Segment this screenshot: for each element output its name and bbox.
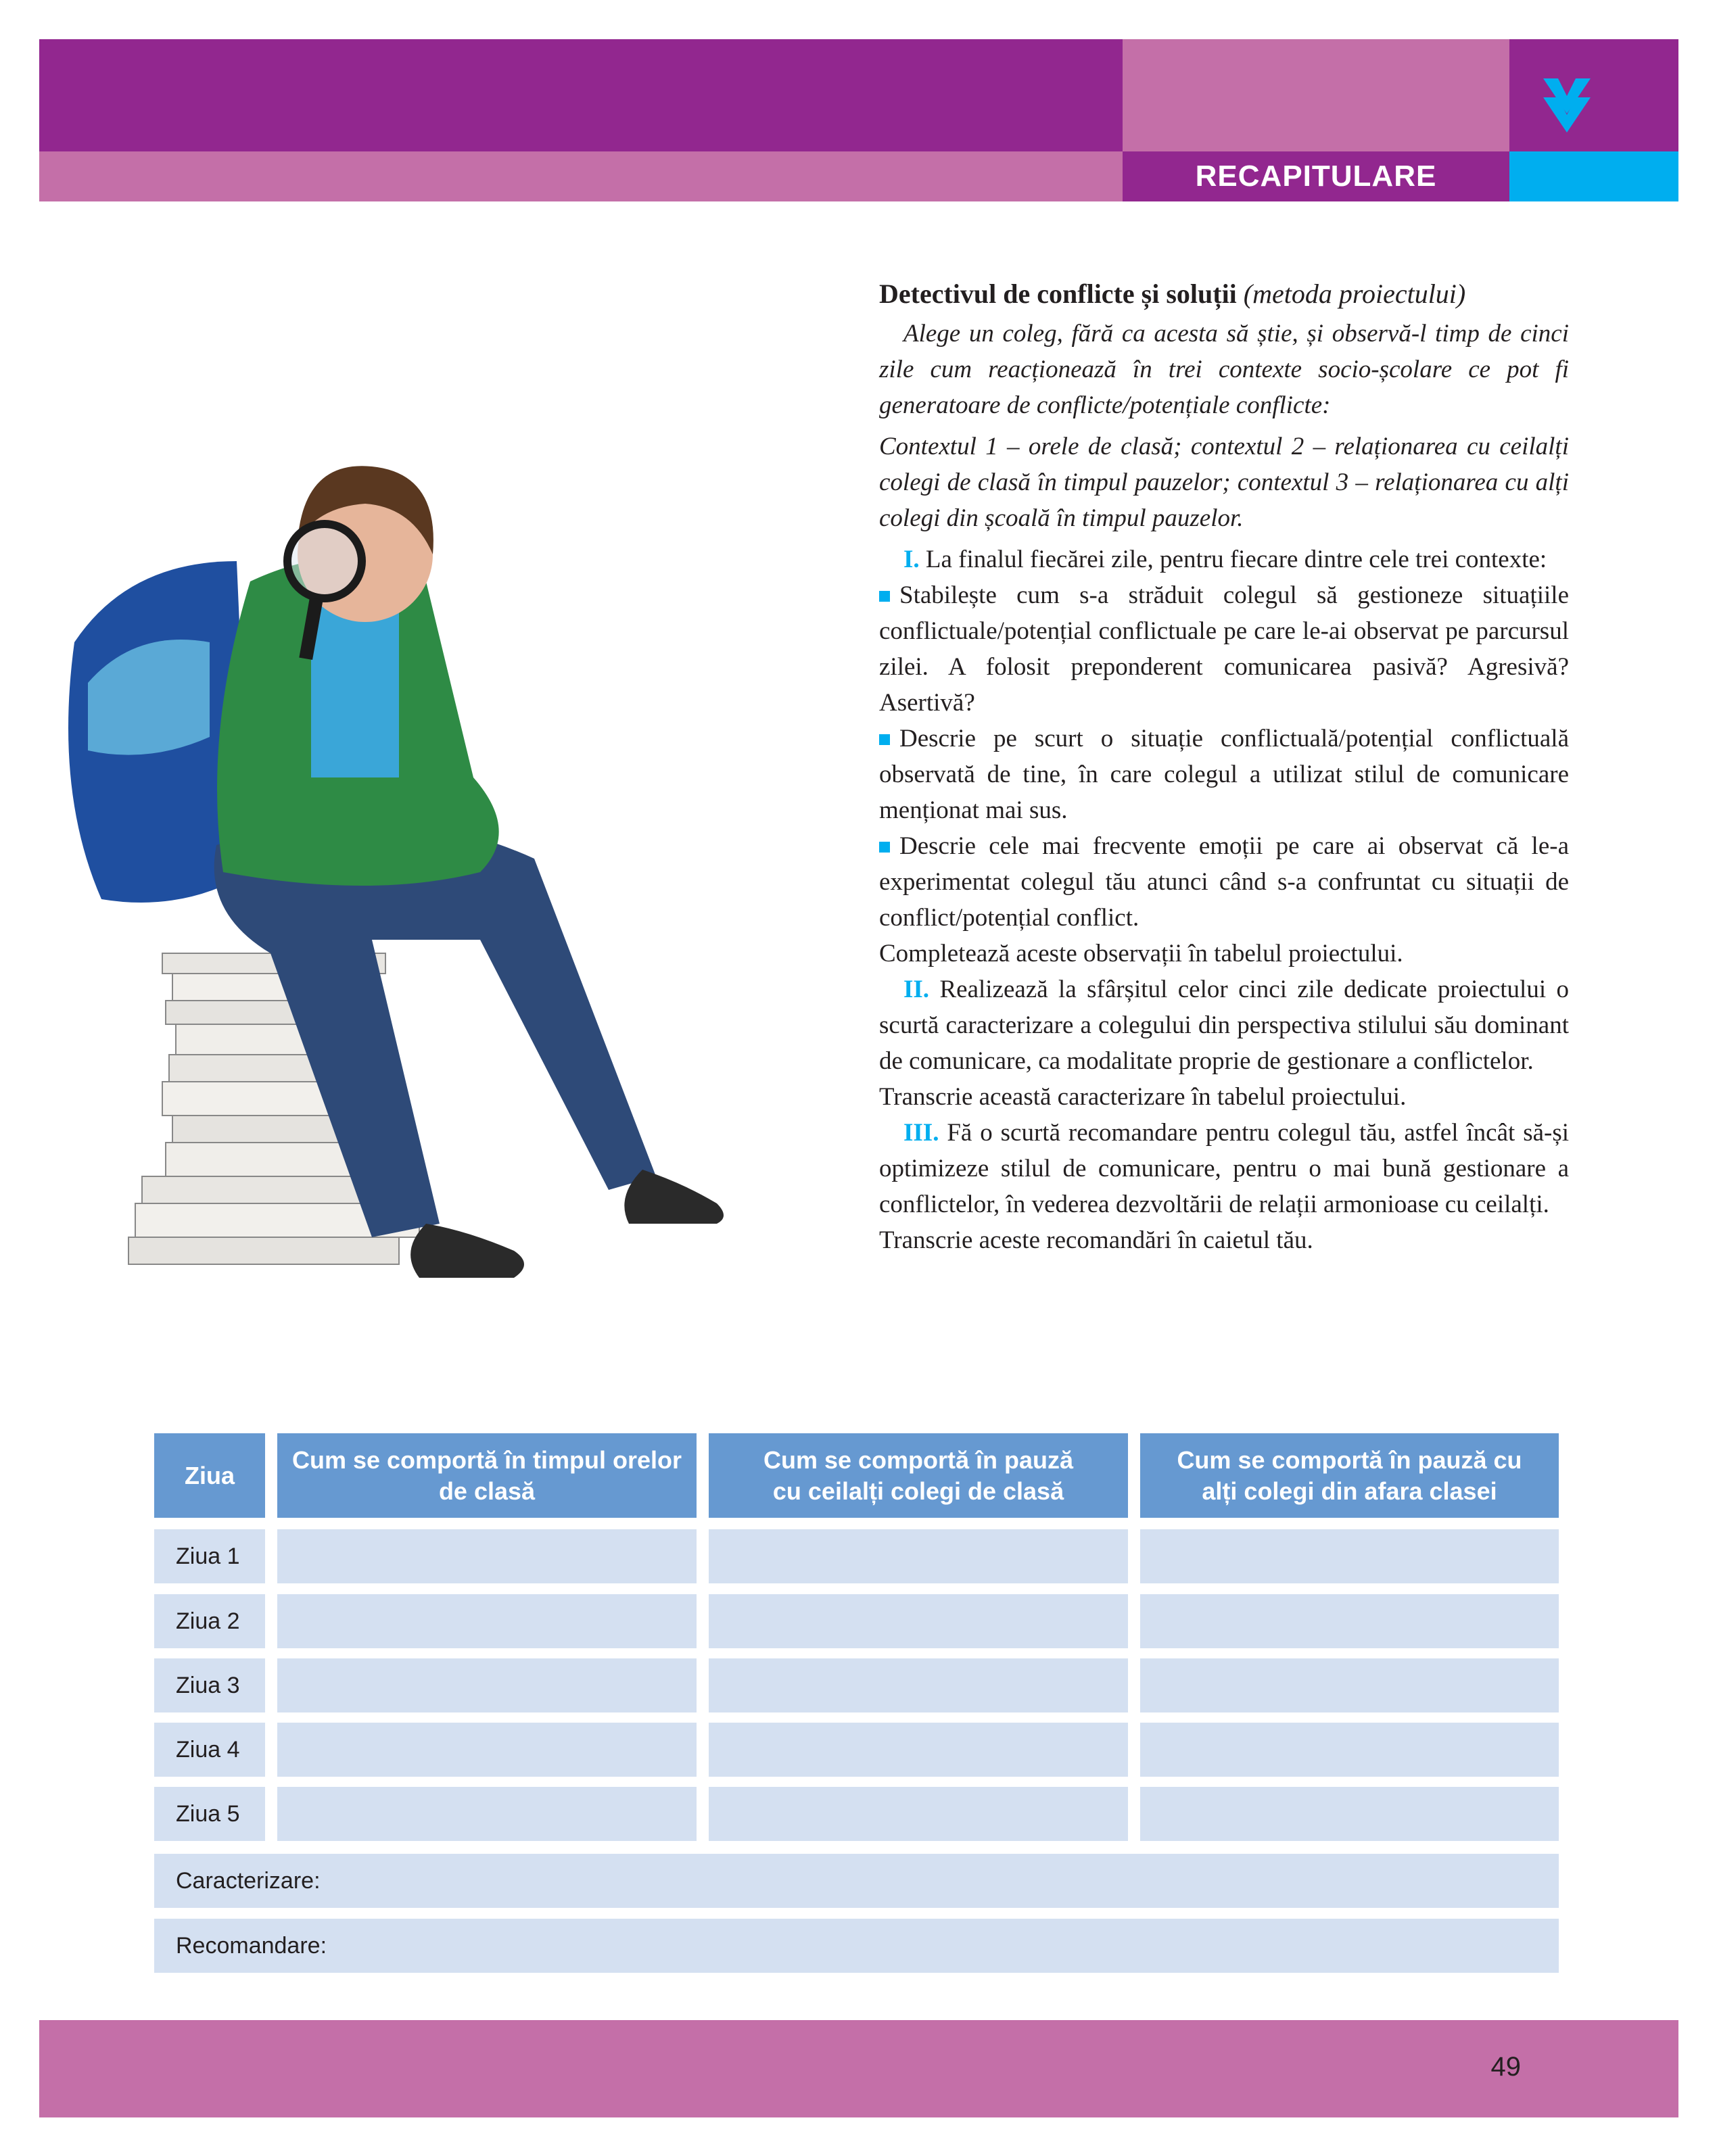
contexts-paragraph: Contextul 1 – orele de clasă; contextul 2 – relaționarea cu ceilalți colegi de clasă în timpul pauzelor; contextul 3 – relaționarea cu alți colegi din școală în timpul pauzelor. — [879, 433, 1569, 532]
header-day: Ziua — [154, 1433, 265, 1518]
table-input-cell[interactable] — [1140, 1723, 1559, 1777]
shoe-left — [410, 1224, 524, 1278]
task-3 — [879, 1115, 1569, 1222]
day-label: Ziua 1 — [154, 1529, 265, 1583]
task-3-number: III. — [903, 1119, 939, 1147]
square-bullet-icon — [879, 591, 890, 602]
header-class-hours: Cum se comportă în timpul orelor de clasă — [277, 1433, 697, 1518]
header-block-icon — [1509, 39, 1678, 151]
shoe-right — [624, 1170, 724, 1224]
table-input-cell[interactable] — [277, 1658, 697, 1712]
table-input-cell[interactable] — [1140, 1658, 1559, 1712]
title-bold: Detectivul de conflicte și soluții — [879, 279, 1237, 309]
task-1-number: I. — [903, 546, 920, 573]
footer-band — [39, 2020, 1678, 2117]
page-number: 49 — [1490, 2052, 1521, 2082]
bullet-item — [879, 577, 1569, 721]
table-input-cell[interactable] — [1140, 1787, 1559, 1841]
header-block-pink — [1123, 39, 1509, 151]
title-method: (metoda proiectului) — [1243, 279, 1466, 309]
task-1 — [879, 542, 1569, 577]
header-break-others: Cum se comportă în pauză cu alți colegi din afara clasei — [1140, 1433, 1559, 1518]
header-band-bottom — [39, 151, 1123, 201]
table-input-cell[interactable] — [277, 1594, 697, 1648]
day-label: Ziua 2 — [154, 1594, 265, 1648]
bullet-text: Descrie pe scurt o situație conflictuală/potențial conflictuală observată de tine, în care colegul a utilizat stilul de comunicare menționat mai sus. — [879, 725, 1569, 824]
task-2-number: II. — [903, 976, 930, 1003]
table-input-cell[interactable] — [277, 1787, 697, 1841]
task-1-text: La finalul fiecărei zile, pentru fiecare dintre cele trei contexte: — [925, 546, 1547, 573]
header-break-classmates: Cum se comportă în pauză cu ceilalți colegi de clasă — [709, 1433, 1128, 1518]
recommendation-field[interactable]: Recomandare: — [154, 1919, 1559, 1973]
table-input-cell[interactable] — [1140, 1594, 1559, 1648]
student-photo — [47, 358, 845, 1352]
table-input-cell[interactable] — [1140, 1529, 1559, 1583]
bullet-item — [879, 828, 1569, 936]
exercise-title — [879, 276, 1569, 312]
table-input-cell[interactable] — [709, 1594, 1128, 1648]
table-input-cell[interactable] — [709, 1723, 1128, 1777]
bullet-item — [879, 721, 1569, 828]
task-3-text: Fă o scurtă recomandare pentru colegul tău, astfel încât să-și optimizeze stilul de comunicare, pentru o mai bună gestionare a conflictelor, în vederea dezvoltării de relații armonioase cu ceilalți. — [879, 1119, 1570, 1218]
bullet-text: Stabilește cum s-a străduit colegul să gestioneze situațiile conflictuale/potențial conflictuale pe care le-ai observat pe parcursul zilei. A folosit preponderent comunicarea pasivă? Agresivă? Asertivă? — [879, 581, 1569, 717]
task-2 — [879, 972, 1569, 1079]
magnifying-glass — [287, 524, 362, 598]
task-2-end: Transcrie această caracterizare în tabelul proiectului. — [879, 1083, 1407, 1111]
task-1-end: Completează aceste observații în tabelul proiectului. — [879, 940, 1403, 967]
table-input-cell[interactable] — [709, 1658, 1128, 1712]
intro-paragraph: Alege un coleg, fără ca acesta să știe, și observă-l timp de cinci zile cum reacționează în trei contexte socio-școlare ce pot fi generatoare de conflicte/potențiale conflicte: — [879, 320, 1569, 419]
instructions — [879, 276, 1569, 1258]
double-chevron-down-icon — [1509, 39, 1678, 151]
characterization-field[interactable]: Caracterizare: — [154, 1854, 1559, 1908]
section-label: RECAPITULARE — [1123, 151, 1509, 201]
day-label: Ziua 3 — [154, 1658, 265, 1712]
header-band-top — [39, 39, 1123, 151]
table-input-cell[interactable] — [277, 1723, 697, 1777]
table-input-cell[interactable] — [709, 1529, 1128, 1583]
table-input-cell[interactable] — [709, 1787, 1128, 1841]
day-label: Ziua 4 — [154, 1723, 265, 1777]
task-3-end: Transcrie aceste recomandări în caietul tău. — [879, 1226, 1313, 1254]
square-bullet-icon — [879, 842, 890, 853]
bullet-text: Descrie cele mai frecvente emoții pe care ai observat că le-a experimentat colegul tău atunci când s-a confruntat cu situații de conflict/potențial conflict. — [879, 832, 1569, 932]
task-2-text: Realizează la sfârșitul celor cinci zile dedicate proiectului o scurtă caracterizare a colegului din perspectiva stilului său dominant de comunicare, ca modalitate proprie de gestionare a conflictelor. — [879, 976, 1570, 1075]
square-bullet-icon — [879, 734, 890, 745]
day-label: Ziua 5 — [154, 1787, 265, 1841]
header-block-cyan — [1509, 151, 1678, 201]
table-input-cell[interactable] — [277, 1529, 697, 1583]
